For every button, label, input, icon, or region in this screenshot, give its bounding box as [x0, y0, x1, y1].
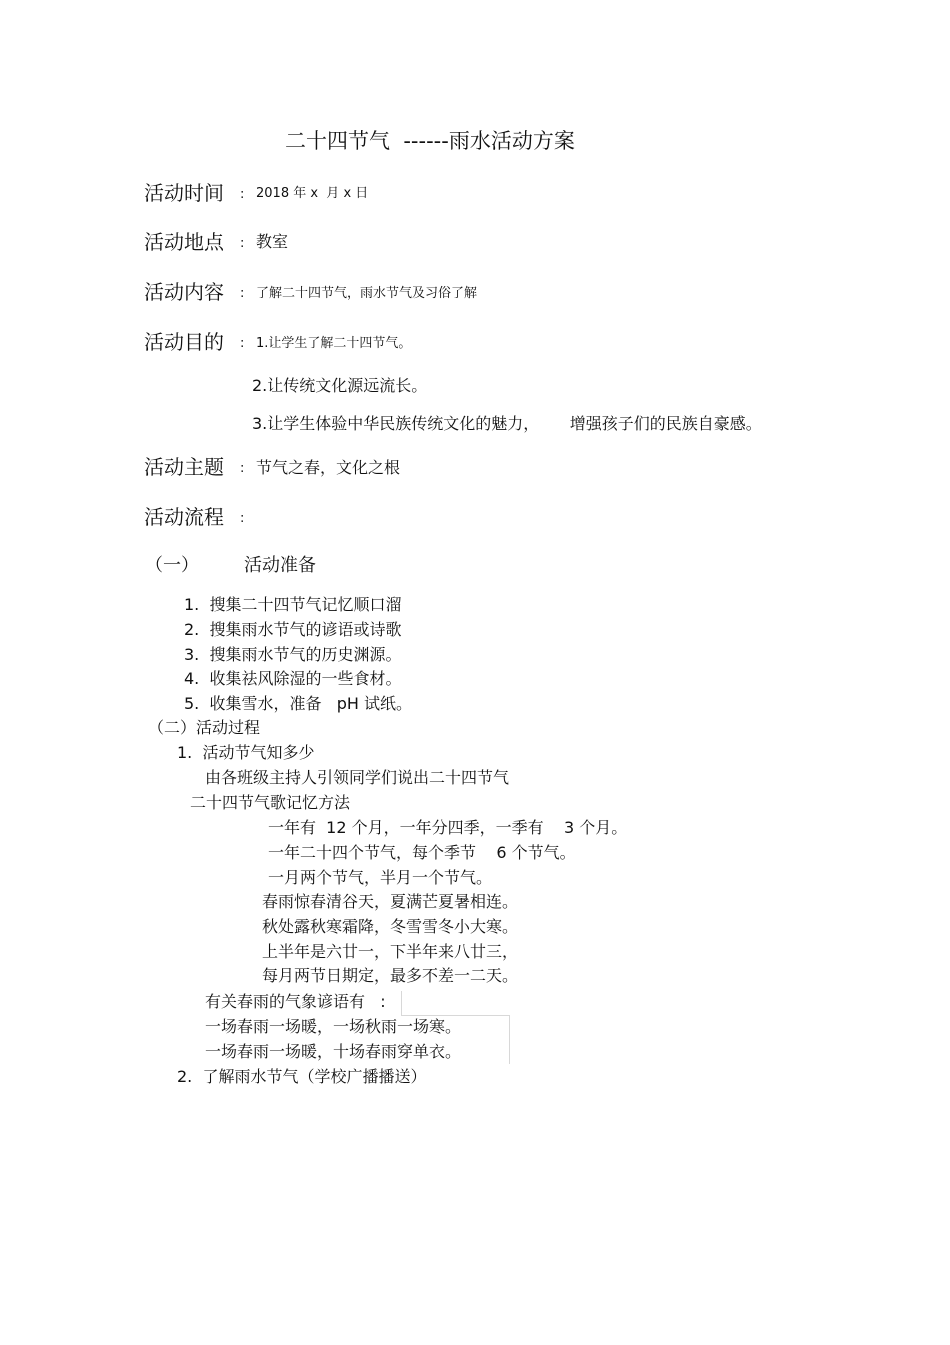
purpose-item-2: 2.让传统文化源远流长。: [252, 376, 428, 395]
flow-label: 活动流程: [144, 505, 224, 529]
purpose-item-3: 3.让学生体验中华民族传统文化的魅力， 增强孩子们的民族自豪感。: [252, 414, 762, 433]
time-colon: :: [240, 187, 245, 202]
proverb-line-1: 一场春雨一场暖，一场秋雨一场寒。: [205, 1017, 462, 1036]
place-label: 活动地点: [144, 230, 224, 254]
proverb-line-2: 一场春雨一场暖，十场春雨穿单衣。: [205, 1042, 462, 1061]
place-value: 教室: [256, 232, 289, 251]
proverb-heading: 有关春雨的气象谚语有 :: [205, 992, 386, 1011]
section1-title: 活动准备: [244, 555, 316, 576]
poem-line-7: 每月两节日期定，最多不差一二天。: [262, 966, 519, 985]
poem-line-6: 上半年是六廿一，下半年来八廿三，: [262, 942, 519, 961]
proverb-frame-left: [401, 991, 402, 1015]
proverb-frame-top: [401, 1015, 509, 1016]
content-label: 活动内容: [144, 280, 224, 304]
poem-line-3: 一月两个节气，半月一个节气。: [268, 868, 493, 887]
purpose-label: 活动目的: [144, 330, 224, 354]
memory-method-heading: 二十四节气歌记忆方法: [190, 793, 351, 812]
time-value: 2018 年 x 月 x 日: [256, 186, 369, 201]
place-colon: :: [240, 236, 245, 251]
process-intro: 由各班级主持人引领同学们说出二十四节气: [205, 768, 510, 787]
flow-colon: :: [240, 511, 245, 526]
document-title: 二十四节气 ------雨水活动方案: [285, 129, 575, 153]
prep-item-1: 1. 搜集二十四节气记忆顺口溜: [184, 595, 402, 614]
theme-value: 节气之春，文化之根: [256, 458, 401, 477]
prep-item-4: 4. 收集祛风除湿的一些食材。: [184, 669, 402, 688]
prep-item-5: 5. 收集雪水，准备 pH 试纸。: [184, 694, 412, 713]
process-step-2: 2. 了解雨水节气（学校广播播送）: [177, 1067, 427, 1086]
prep-item-3: 3. 搜集雨水节气的历史渊源。: [184, 645, 402, 664]
proverb-frame-right: [509, 1015, 510, 1064]
theme-label: 活动主题: [144, 455, 224, 479]
poem-line-4: 春雨惊春清谷天，夏满芒夏暑相连。: [262, 892, 519, 911]
purpose-colon: :: [240, 336, 245, 351]
content-value: 了解二十四节气，雨水节气及习俗了解: [256, 286, 478, 301]
content-colon: :: [240, 286, 245, 301]
section2-title: （二）活动过程: [148, 718, 261, 737]
theme-colon: :: [240, 461, 245, 476]
time-label: 活动时间: [144, 181, 224, 205]
purpose-item-1: 1.让学生了解二十四节气。: [256, 336, 412, 351]
poem-line-1: 一年有 12 个月，一年分四季，一季有 3 个月。: [268, 818, 628, 837]
poem-line-5: 秋处露秋寒霜降，冬雪雪冬小大寒。: [262, 917, 519, 936]
section1-number: （一）: [145, 555, 199, 576]
prep-item-2: 2. 搜集雨水节气的谚语或诗歌: [184, 620, 402, 639]
process-step-1: 1. 活动节气知多少: [177, 743, 315, 762]
poem-line-2: 一年二十四个节气，每个季节 6 个节气。: [268, 843, 576, 862]
